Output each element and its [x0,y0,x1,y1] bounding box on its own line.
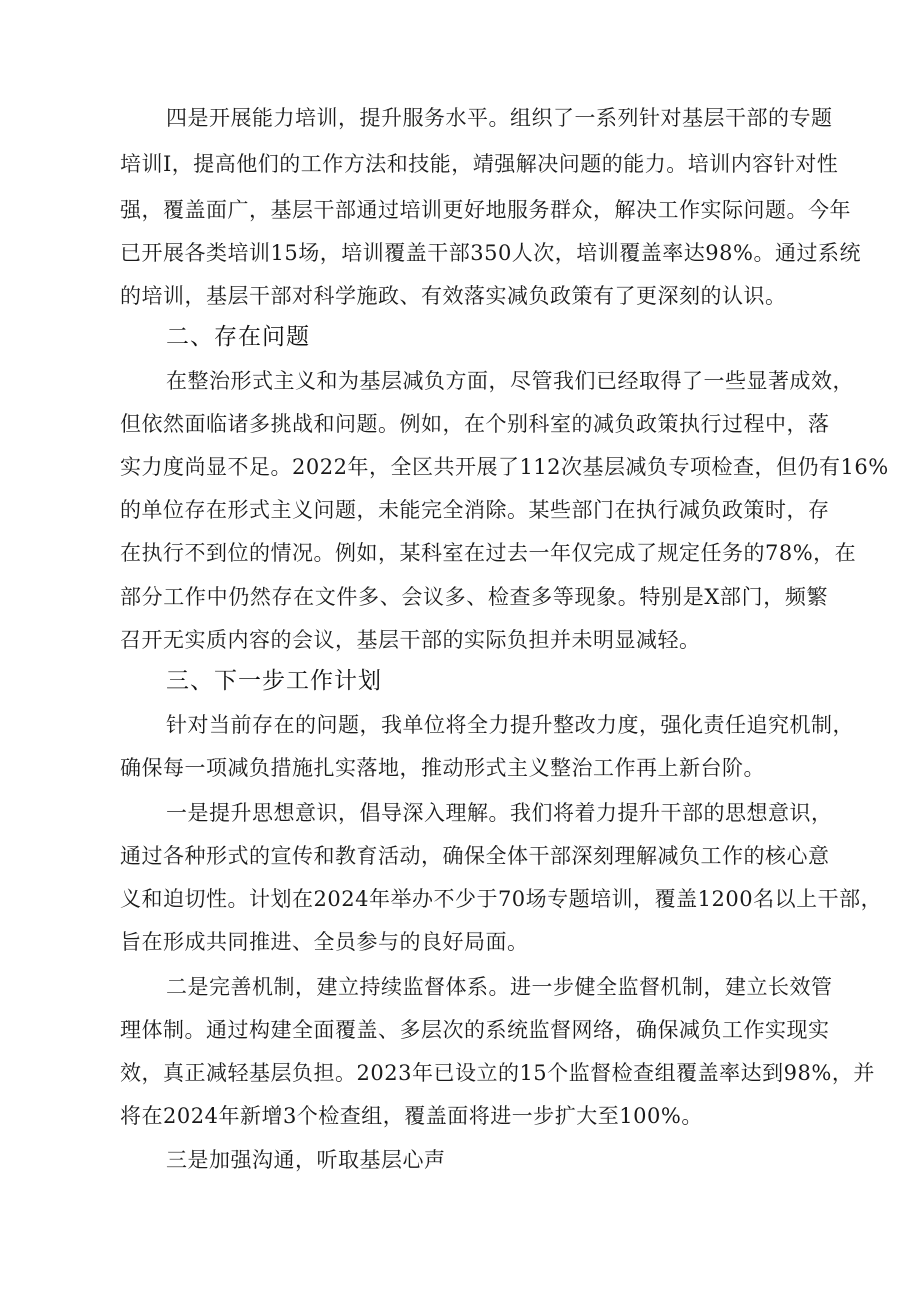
paragraph-line: 部分工作中仍然存在文件多、会议多、检查多等现象。特别是X部门，频繁 [120,585,828,609]
paragraph-line: 培训I，提高他们的工作方法和技能，靖强解决问题的能力。培训内容针对性 [120,152,839,176]
paragraph-line: 但依然面临诸多挑战和问题。例如，在个别科室的减负政策执行过程中，落 [120,412,830,436]
section-heading: 二、存在问题 [166,324,310,350]
paragraph-line: 义和迫切性。计划在2024年举办不少于70场专题培训，覆盖1200名以上干部， [120,887,883,911]
paragraph-line: 通过各种形式的宣传和教育活动，确保全体干部深刻理解减负工作的核心意 [120,844,830,868]
paragraph-line: 强，覆盖面广，基层干部通过培训更好地服务群众，解决工作实际问题。今年 [120,198,851,222]
paragraph-line: 三是加强沟通，听取基层心声 [166,1148,446,1172]
paragraph-line: 在执行不到位的情况。例如，某科室在过去一年仅完成了规定任务的78%，在 [120,541,857,565]
paragraph-line: 在整治形式主义和为基层减负方面，尽管我们已经取得了一些显著成效， [166,369,854,393]
paragraph-line: 一是提升思想意识，倡导深入理解。我们将着力提升干部的思想意识， [166,801,833,825]
section-heading: 三、下一步工作计划 [166,668,382,694]
paragraph-line: 针对当前存在的问题，我单位将全力提升整改力度，强化责任追究机制， [166,713,854,737]
paragraph-line: 理体制。通过构建全面覆盖、多层次的系统监督网络，确保减负工作实现实 [120,1018,830,1042]
paragraph-line: 的培训，基层干部对科学施政、有效落实减负政策有了更深刻的认识。 [120,284,787,308]
paragraph-line: 旨在形成共同推进、全员参与的良好局面。 [120,930,529,954]
paragraph-line: 确保每一项减负措施扎实落地，推动形式主义整治工作再上新台阶。 [120,756,765,780]
paragraph-line: 效，真正减轻基层负担。2023年已设立的15个监督检查组覆盖率达到98%，并 [120,1061,875,1085]
paragraph-line: 四是开展能力培训，提升服务水平。组织了一系列针对基层干部的专题 [166,106,833,130]
paragraph-line: 已开展各类培训15场，培训覆盖干部350人次，培训覆盖率达98%。通过系统 [120,241,861,265]
paragraph-line: 召开无实质内容的会议，基层干部的实际负担并未明显减轻。 [120,628,701,652]
paragraph-line: 二是完善机制，建立持续监督体系。进一步健全监督机制，建立长效管 [166,975,833,999]
paragraph-line: 将在2024年新增3个检查组，覆盖面将进一步扩大至100%。 [120,1104,703,1128]
paragraph-line: 实力度尚显不足。2022年，全区共开展了112次基层减负专项检查，但仍有16% [120,455,889,479]
paragraph-line: 的单位存在形式主义问题，未能完全消除。某些部门在执行减负政策时，存 [120,498,830,522]
